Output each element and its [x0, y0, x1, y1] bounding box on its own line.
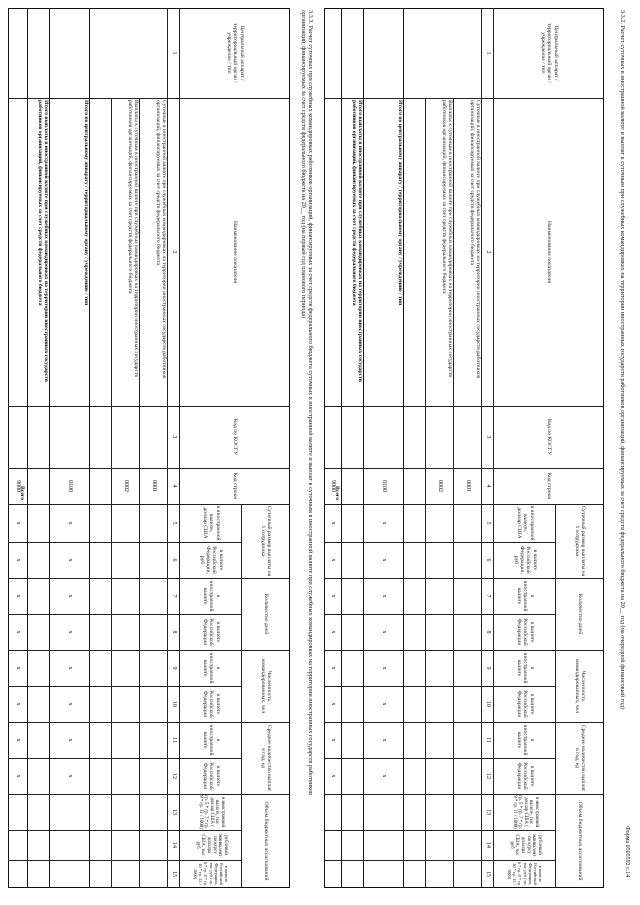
colnum: 6 — [485, 558, 491, 562]
x-mark: x — [381, 774, 387, 778]
line-code: 0002 — [123, 480, 129, 492]
colnum: 8 — [171, 630, 177, 634]
section-2-table — [8, 8, 290, 888]
row-daily-allowance: Суточные в иностранной валюте при служебных командировках на территории иностранных государств работников организаций, финансируемых за счет средств федерального бюджета — [154, 100, 167, 379]
x-mark: x — [15, 630, 21, 634]
section-1-title: 3.3.2. Расчет суточных в иностранной валюте и выплат к суточным при служебных командировках на территории иностранных государств работников организаций, финансируемых за счет средств федерального бюджета на 20__ год (на очередной финансовый год) — [619, 10, 626, 710]
subheader-total-equiv: рублевый эквивалент по курсу доллара США, тыс руб — [194, 833, 228, 857]
row-grand-total: Итого выплаты в иностранной валюте при служебных командировках на территории иностранных государств работников организаций, финансируемых за счет средств федерального бюджета — [350, 100, 363, 382]
x-mark: x — [67, 738, 73, 742]
x-mark: x — [381, 666, 387, 670]
header-staff: Численность командированных, чел — [574, 658, 587, 713]
subheader-total-fx: в иностранной валюте, тыс доллар США ( гр. 5 * гр. 7 * гр. 9 * гр. 11 / 1000) — [197, 795, 225, 829]
colnum: 4 — [485, 484, 491, 488]
subheader-fx: в иностранной валюте — [201, 580, 221, 612]
colnum: 2 — [171, 250, 177, 254]
header-total: Объем бюджетных ассигнований — [577, 801, 584, 881]
x-mark: x — [381, 521, 387, 525]
header-org: Центральный аппарат / территориальный орган / учреждение / тип — [539, 23, 559, 83]
subheader-fx-3: в иностранной валюте — [515, 724, 535, 756]
x-mark: x — [15, 702, 21, 706]
colnum: 15 — [171, 871, 177, 877]
line-code: 0100 — [67, 480, 73, 492]
x-mark: x — [15, 594, 21, 598]
colnum: 14 — [171, 842, 177, 848]
colnum: 12 — [171, 773, 177, 779]
x-mark: x — [381, 558, 387, 562]
subheader-fx-3: в иностранной валюте — [201, 724, 221, 756]
colnum: 10 — [171, 701, 177, 707]
colnum: 15 — [485, 871, 491, 877]
row-subtotal: Итого по центральному аппарату / территориальному органу / учреждению / тип — [397, 100, 403, 306]
colnum: 13 — [485, 809, 491, 815]
colnum: 3 — [171, 435, 177, 439]
header-name: Наименование показателя — [232, 221, 239, 283]
x-mark: x — [330, 521, 336, 525]
x-mark: x — [330, 702, 336, 706]
subheader-fx-usd: в иностранной валюте, доллар США — [515, 505, 535, 541]
line-code: 0002 — [437, 480, 443, 492]
x-mark: x — [330, 558, 336, 562]
subheader-fx-2: в иностранной валюте — [201, 652, 221, 684]
x-mark: x — [67, 521, 73, 525]
header-avg-year: Среднее количество выплат в год, ед — [260, 724, 273, 792]
subheader-rub: в валюте Российской Федерации, руб — [512, 546, 538, 574]
total-label: Всего — [19, 486, 25, 500]
x-mark: x — [330, 738, 336, 742]
subheader-fx-usd: в иностранной валюте, доллар США — [201, 505, 221, 541]
x-mark: x — [330, 594, 336, 598]
line-code: 0100 — [381, 480, 387, 492]
x-mark: x — [15, 521, 21, 525]
subheader-rf-2: в валюте Российской Федерации — [515, 690, 535, 718]
total-label: Всего — [334, 486, 340, 500]
row-allowance-supplement: Выплаты к суточным в иностранной валюте при служебных командировках на территории иностранных государств работников организаций, финансируемых за счет средств федерального бюджета — [126, 100, 139, 378]
colnum: 3 — [485, 435, 491, 439]
colnum: 9 — [171, 666, 177, 670]
header-line-code: Код строки — [546, 472, 553, 500]
colnum: 14 — [485, 842, 491, 848]
section-1-table — [324, 8, 604, 888]
x-mark: x — [15, 558, 21, 562]
row-daily-allowance: Суточные в иностранной валюте при служебных командировках на территории иностранных государств работников организаций, финансируемых за счет средств федерального бюджета — [468, 100, 481, 379]
row-allowance-supplement: Выплаты к суточным в иностранной валюте при служебных командировках на территории иностранных государств работников организаций, финансируемых за счет средств федерального бюджета — [440, 100, 453, 378]
colnum: 5 — [171, 521, 177, 525]
x-mark: x — [15, 738, 21, 742]
x-mark: x — [381, 702, 387, 706]
x-mark: x — [67, 774, 73, 778]
colnum: 6 — [171, 558, 177, 562]
subheader-total-rub: в валюте Российской Федерации, тыс руб ( гр. 6 * гр. 8 * гр. 10 * гр. 12 / 1000) — [507, 861, 543, 887]
section-2-title: 3.3.3. Расчет суточных при служебных командировках работников организаций, финансируемых за счет средств федерального бюджета суточных в иностранной валюте и выплат к суточным в иностранной валюте при служебных командировках на территории иностранных государств работников организаций, финансируемых за счет средств федерального бюджета на 20__ год (на первый год планового периода) — [299, 10, 314, 795]
header-avg-day: Суточный размер выплаты на 1 сотрудника — [260, 505, 273, 577]
colnum: 5 — [485, 521, 491, 525]
x-mark: x — [67, 666, 73, 670]
x-mark: x — [67, 558, 73, 562]
header-kosgu: Код по КОСГУ — [546, 418, 553, 456]
colnum: 1 — [485, 51, 491, 55]
header-line-code: Код строки — [232, 472, 239, 500]
subheader-rf-2: в валюте Российской Федерации — [201, 690, 221, 718]
line-code: 9000 — [15, 480, 21, 492]
colnum: 1 — [171, 51, 177, 55]
colnum: 8 — [485, 630, 491, 634]
colnum: 11 — [485, 737, 491, 743]
header-total: Объем бюджетных ассигнований — [263, 801, 270, 881]
colnum: 2 — [485, 250, 491, 254]
header-days: Количество дней — [577, 593, 584, 635]
header-avg-day: Суточный размер выплаты на 1 сотрудника — [574, 505, 587, 577]
colnum: 13 — [171, 809, 177, 815]
colnum: 4 — [171, 484, 177, 488]
x-mark: x — [15, 666, 21, 670]
line-code: 9000 — [330, 480, 336, 492]
subheader-rf-3: в валюте Российской Федерации — [515, 762, 535, 790]
header-kosgu: Код по КОСГУ — [232, 418, 239, 456]
subheader-total-equiv: рублевый эквивалент по курсу доллара США, тыс руб — [508, 833, 542, 857]
colnum: 7 — [171, 594, 177, 598]
subheader-rub: в валюте Российской Федерации, руб — [198, 546, 224, 574]
subheader-fx-2: в иностранной валюте — [515, 652, 535, 684]
header-staff: Численность командированных, чел — [260, 658, 273, 713]
row-subtotal: Итого по центральному аппарату / территориальному органу / учреждению / тип — [83, 100, 89, 306]
x-mark: x — [67, 594, 73, 598]
row-grand-total: Итого выплаты в иностранной валюте при служебных командировках на территории иностранных государств работников организаций, финансируемых за счет средств федерального бюджета — [36, 100, 49, 382]
colnum: 9 — [485, 666, 491, 670]
subheader-rf: в валюте Российской Федерации — [201, 618, 221, 646]
colnum: 10 — [485, 701, 491, 707]
colnum: 11 — [171, 737, 177, 743]
header-days: Количество дней — [263, 593, 270, 635]
subheader-total-rub: в валюте Российской Федерации, тыс руб ( гр. 6 * гр. 8 * гр. 10 * гр. 12 / 1000) — [193, 861, 229, 887]
form-code: Форма 0505592 с.14 — [624, 826, 630, 878]
subheader-rf-3: в валюте Российской Федерации — [201, 762, 221, 790]
x-mark: x — [67, 702, 73, 706]
header-avg-year: Среднее количество выплат в год, ед — [574, 724, 587, 792]
subheader-total-fx: в иностранной валюте, тыс доллар США ( гр. 5 * гр. 7 * гр. 9 * гр. 11 / 1000) — [511, 795, 539, 829]
subheader-rf: в валюте Российской Федерации — [515, 618, 535, 646]
x-mark: x — [67, 630, 73, 634]
colnum: 7 — [485, 594, 491, 598]
subheader-fx: в иностранной валюте — [515, 580, 535, 612]
x-mark: x — [381, 594, 387, 598]
line-code: 0001 — [465, 480, 471, 492]
x-mark: x — [330, 630, 336, 634]
header-name: Наименование показателя — [546, 221, 553, 283]
x-mark: x — [381, 738, 387, 742]
x-mark: x — [381, 630, 387, 634]
colnum: 12 — [485, 773, 491, 779]
x-mark: x — [330, 774, 336, 778]
line-code: 0001 — [151, 480, 157, 492]
x-mark: x — [330, 666, 336, 670]
header-org: Центральный аппарат / территориальный орган / учреждение / тип — [225, 23, 245, 83]
x-mark: x — [15, 774, 21, 778]
